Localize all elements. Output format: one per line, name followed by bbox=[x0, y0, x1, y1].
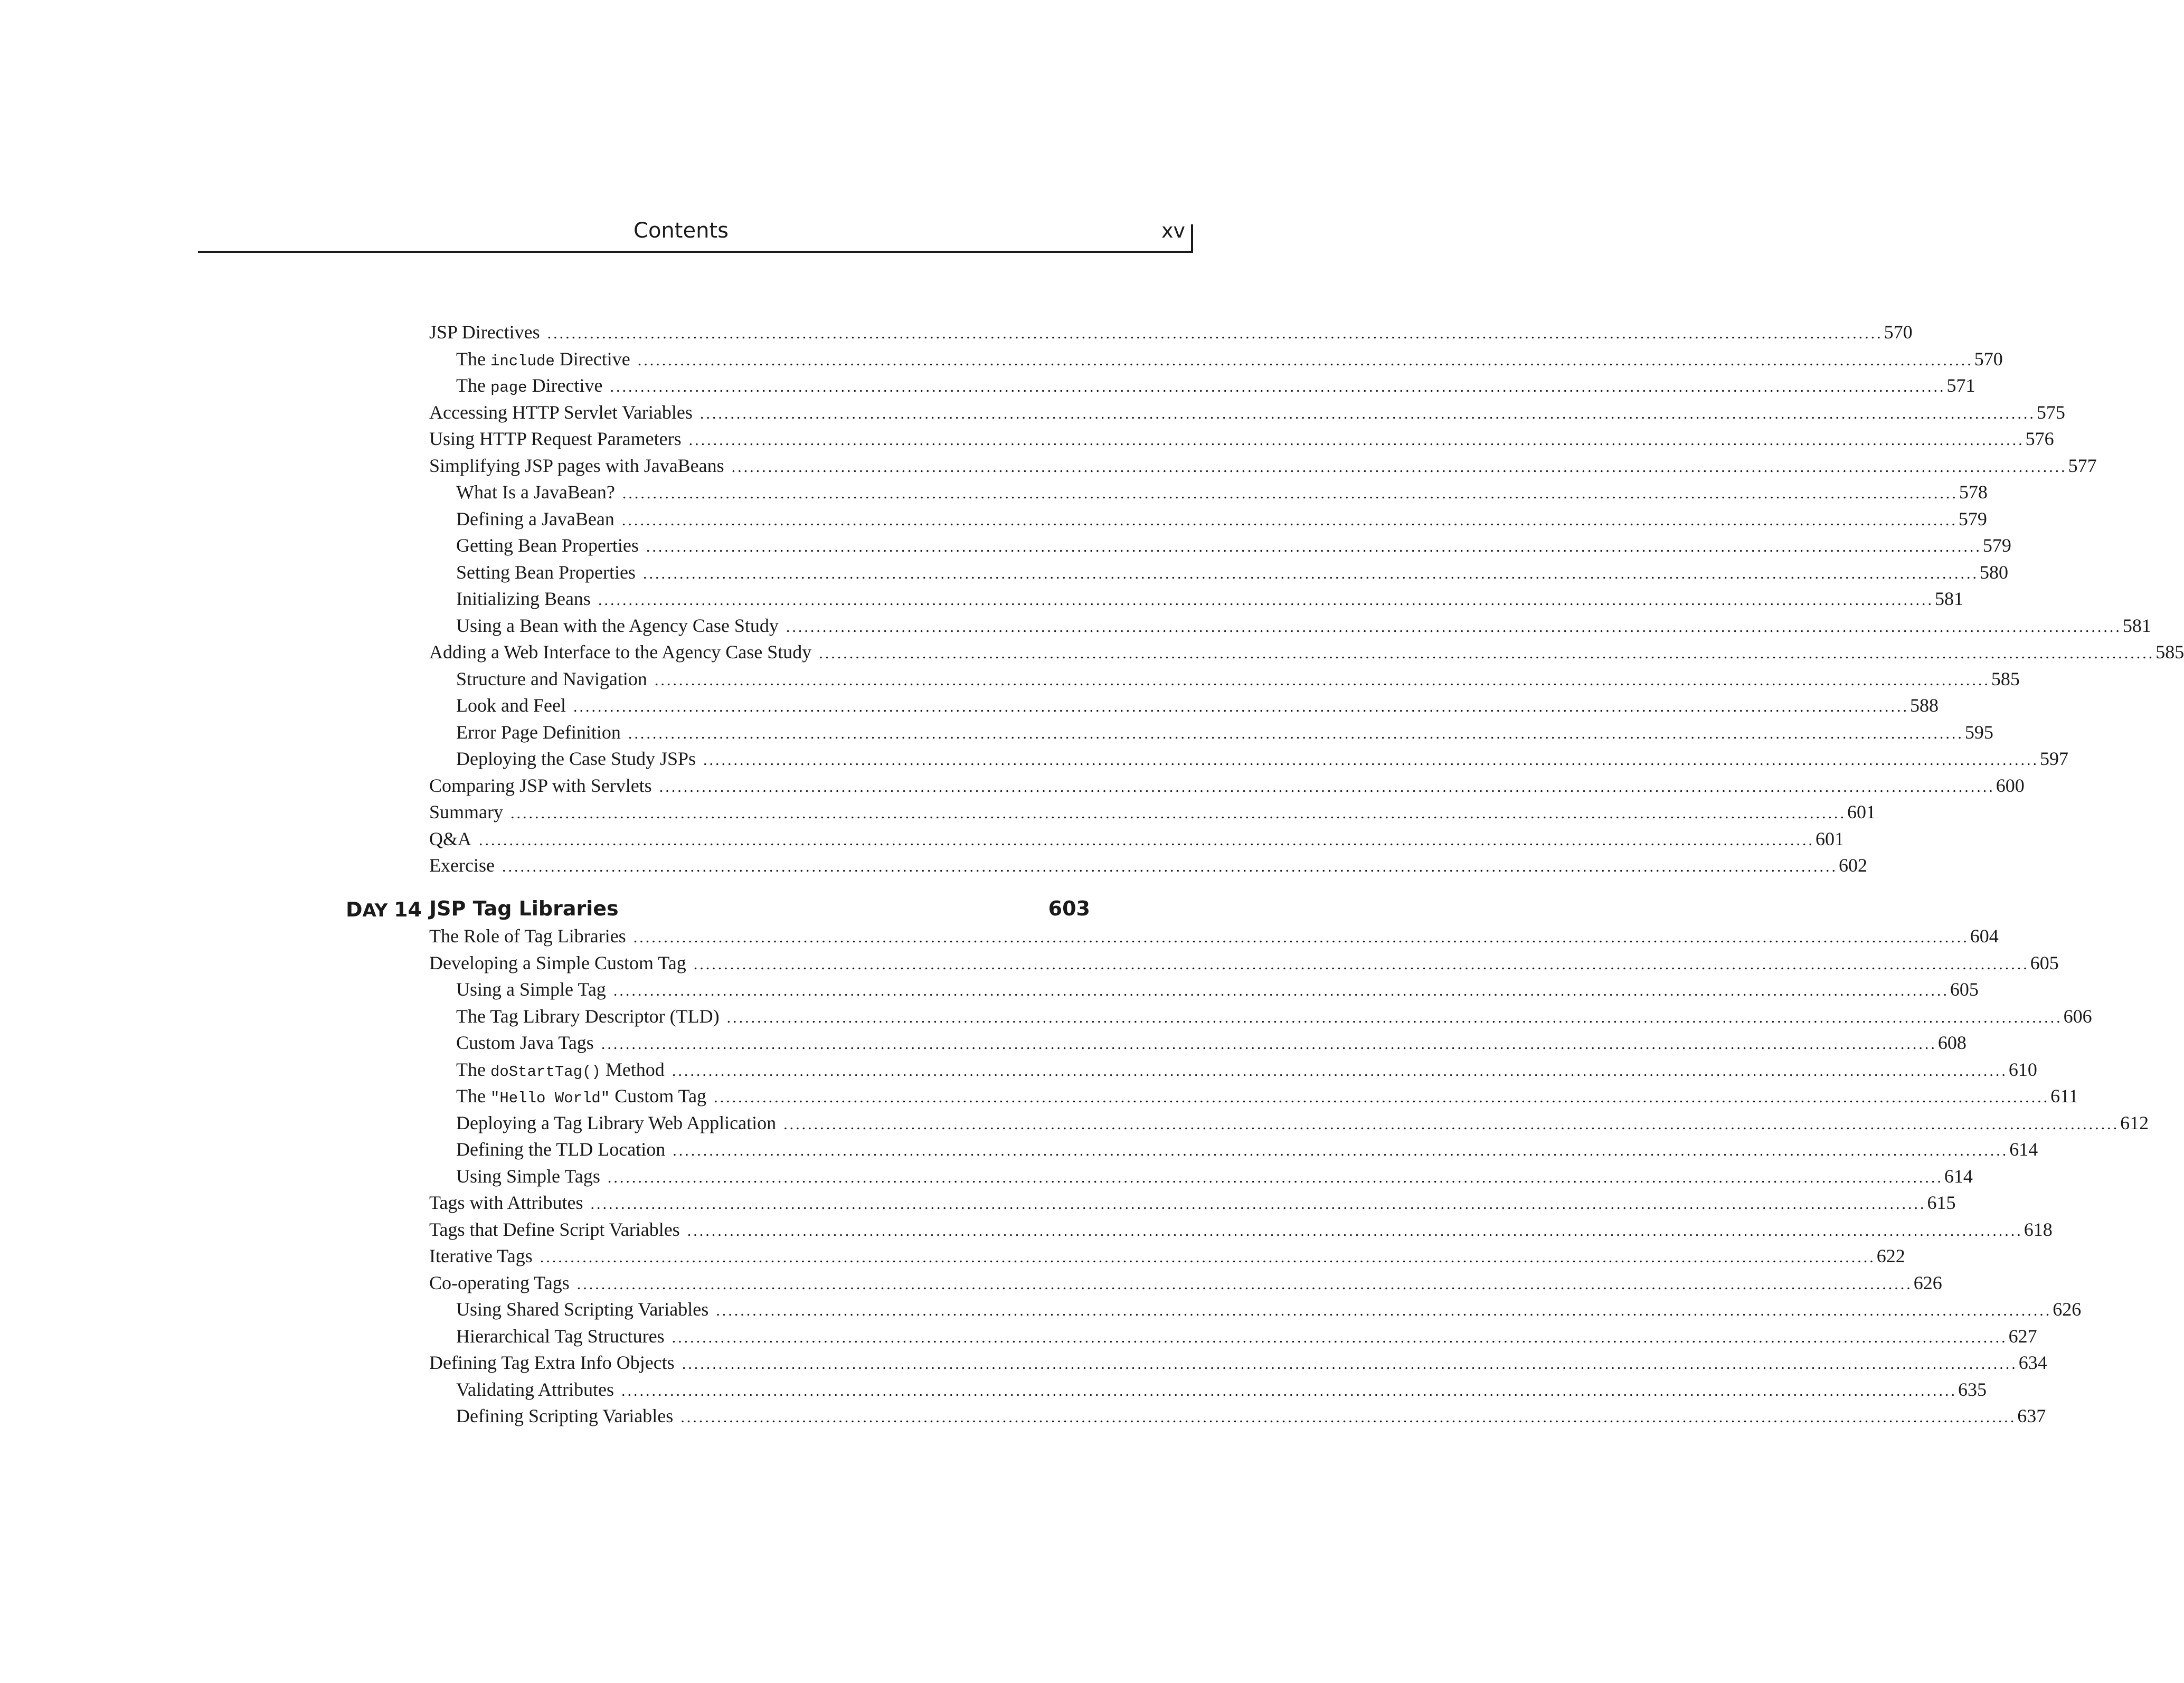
dot-leader: ............................................................................................................................................................................................................................ bbox=[693, 955, 2029, 973]
toc-entry-page: 627 bbox=[2008, 1325, 2037, 1347]
toc-entry bbox=[456, 614, 2151, 641]
toc-entry-title: Defining the TLD Location bbox=[456, 1139, 666, 1160]
toc-entry bbox=[456, 1058, 2037, 1085]
toc-entry-title: Validating Attributes bbox=[456, 1378, 614, 1400]
toc-entry-page: 635 bbox=[1958, 1378, 1987, 1400]
toc-entry-title: Using HTTP Request Parameters bbox=[429, 428, 682, 449]
toc-entry bbox=[456, 1165, 1973, 1192]
toc-entry-page: 615 bbox=[1927, 1192, 1956, 1213]
dot-leader: ............................................................................................................................................................................................................................ bbox=[682, 1355, 2018, 1373]
toc-entry-page: 577 bbox=[2068, 455, 2097, 476]
dot-leader: ............................................................................................................................................................................................................................ bbox=[637, 351, 1973, 369]
toc-entry bbox=[456, 721, 1993, 748]
toc-entry bbox=[456, 374, 1975, 401]
toc-entry-page: 581 bbox=[1934, 588, 1963, 609]
toc-entry bbox=[456, 1112, 2149, 1138]
code-term: include bbox=[490, 352, 555, 370]
toc-entry-page: 634 bbox=[2018, 1352, 2047, 1373]
toc-entry-title: Custom Java Tags bbox=[456, 1032, 594, 1053]
toc-entry bbox=[429, 1192, 1956, 1218]
toc-entry-page: 597 bbox=[2040, 748, 2069, 769]
toc-entry bbox=[429, 641, 2184, 667]
toc-entry bbox=[456, 1298, 2082, 1325]
dot-leader: ............................................................................................................................................................................................................................ bbox=[621, 1382, 1957, 1400]
dot-leader: ............................................................................................................................................................................................................................ bbox=[613, 982, 1949, 999]
dot-leader: ............................................................................................................................................................................................................................ bbox=[610, 378, 1946, 395]
toc-entry bbox=[456, 1085, 2078, 1111]
toc-entry-page: 595 bbox=[1964, 721, 1993, 743]
toc-entry bbox=[429, 428, 2054, 454]
toc-entry-page: 571 bbox=[1946, 375, 1975, 396]
dot-leader: ............................................................................................................................................................................................................................ bbox=[642, 564, 1979, 582]
toc-entry-title: Comparing JSP with Servlets bbox=[429, 774, 652, 796]
toc-entry-title: Initializing Beans bbox=[456, 588, 591, 609]
toc-entry bbox=[456, 534, 2011, 561]
chapter-heading-day14 bbox=[346, 895, 1090, 924]
toc-entry-title: The Role of Tag Libraries bbox=[429, 925, 626, 947]
toc-entry-title: Using a Simple Tag bbox=[456, 979, 606, 1000]
toc-entry-page: 576 bbox=[2025, 428, 2054, 449]
toc-entry-page: 570 bbox=[1884, 322, 1913, 343]
toc-entry-page: 637 bbox=[2017, 1405, 2046, 1426]
toc-entry bbox=[456, 1325, 2037, 1351]
dot-leader: ............................................................................................................................................................................................................................ bbox=[714, 1089, 2050, 1106]
toc-entry-title: The Tag Library Descriptor (TLD) bbox=[456, 1005, 720, 1027]
dot-leader: ............................................................................................................................................................................................................................ bbox=[731, 458, 2067, 476]
toc-entry-title: Getting Bean Properties bbox=[456, 535, 639, 556]
dot-leader: ............................................................................................................................................................................................................................ bbox=[502, 858, 1838, 875]
toc-entry-title: The "Hello World" Custom Tag bbox=[456, 1085, 707, 1107]
toc-entry-title: Deploying the Case Study JSPs bbox=[456, 748, 696, 769]
toc-entry bbox=[429, 1218, 2053, 1245]
toc-entry bbox=[456, 1405, 2046, 1431]
toc-entry bbox=[456, 508, 1987, 534]
toc-entry bbox=[429, 1351, 2047, 1378]
dot-leader: ............................................................................................................................................................................................................................ bbox=[716, 1302, 2052, 1319]
dot-leader: ............................................................................................................................................................................................................................ bbox=[646, 538, 1982, 555]
toc-entry bbox=[429, 854, 1867, 881]
toc-entry bbox=[429, 321, 1913, 347]
toc-entry-page: 614 bbox=[2009, 1139, 2038, 1160]
dot-leader: ............................................................................................................................................................................................................................ bbox=[598, 591, 1934, 609]
toc-entry-page: 622 bbox=[1876, 1245, 1905, 1266]
dot-leader: ............................................................................................................................................................................................................................ bbox=[479, 831, 1814, 849]
toc-entry bbox=[429, 455, 2097, 481]
toc-entry-title: What Is a JavaBean? bbox=[456, 481, 615, 503]
header-rule-tick bbox=[1191, 224, 1193, 253]
toc-entry-page: 614 bbox=[1944, 1165, 1973, 1187]
toc-entry bbox=[429, 801, 1876, 827]
toc-entry bbox=[456, 588, 1963, 614]
dot-leader: ............................................................................................................................................................................................................................ bbox=[590, 1195, 1926, 1213]
dot-leader: ............................................................................................................................................................................................................................ bbox=[622, 485, 1958, 502]
toc-entry-title: The page Directive bbox=[456, 375, 603, 396]
dot-leader: ............................................................................................................................................................................................................................ bbox=[673, 1142, 2009, 1159]
chapter-page: 603 bbox=[1048, 897, 1090, 920]
code-term: page bbox=[490, 379, 527, 396]
toc-entry bbox=[456, 978, 1979, 1005]
dot-leader: ............................................................................................................................................................................................................................ bbox=[659, 778, 1995, 796]
toc-entry-title: Look and Feel bbox=[456, 695, 566, 716]
toc-entry-page: 605 bbox=[1950, 979, 1979, 1000]
toc-entry bbox=[429, 952, 2059, 978]
toc-entry bbox=[456, 481, 1988, 507]
toc-entry bbox=[429, 774, 2025, 801]
dot-leader: ............................................................................................................................................................................................................................ bbox=[628, 724, 1964, 742]
toc-entry-title: Defining Scripting Variables bbox=[456, 1405, 674, 1426]
dot-leader: ............................................................................................................................................................................................................................ bbox=[540, 1249, 1876, 1266]
toc-entry-title: Using Shared Scripting Variables bbox=[456, 1299, 709, 1320]
toc-entry-page: 610 bbox=[2008, 1058, 2037, 1080]
toc-entry-page: 606 bbox=[2063, 1005, 2092, 1027]
chapter-day-label: DAY 14 bbox=[346, 898, 422, 921]
dot-leader: ............................................................................................................................................................................................................................ bbox=[607, 1168, 1943, 1186]
dot-leader: ............................................................................................................................................................................................................................ bbox=[687, 1222, 2023, 1240]
toc-entry-page: 618 bbox=[2024, 1218, 2053, 1240]
toc-entry-title: Q&A bbox=[429, 828, 471, 849]
dot-leader: ............................................................................................................................................................................................................................ bbox=[654, 671, 1990, 689]
toc-entry-page: 605 bbox=[2030, 952, 2059, 973]
toc-entry-title: Co-operating Tags bbox=[429, 1272, 570, 1293]
toc-entry-page: 588 bbox=[1909, 695, 1939, 716]
toc-entry-title: Using Simple Tags bbox=[456, 1165, 600, 1187]
dot-leader: ............................................................................................................................................................................................................................ bbox=[688, 431, 2025, 449]
code-term: doStartTag() bbox=[490, 1063, 601, 1081]
toc-entry-page: 601 bbox=[1816, 828, 1844, 849]
toc-entry bbox=[456, 668, 2020, 694]
dot-leader: ............................................................................................................................................................................................................................ bbox=[699, 404, 2036, 422]
toc-entry bbox=[456, 1378, 1987, 1405]
toc-entry bbox=[456, 1005, 2092, 1032]
dot-leader: ............................................................................................................................................................................................................................ bbox=[601, 1035, 1937, 1053]
dot-leader: ............................................................................................................................................................................................................................ bbox=[576, 1275, 1913, 1293]
toc-entry-title: Developing a Simple Custom Tag bbox=[429, 952, 686, 973]
toc-entry-page: 575 bbox=[2036, 401, 2065, 423]
toc-entry-page: 612 bbox=[2120, 1112, 2149, 1133]
dot-leader: ............................................................................................................................................................................................................................ bbox=[547, 325, 1883, 342]
dot-leader: ............................................................................................................................................................................................................................ bbox=[672, 1328, 2008, 1346]
header-rule bbox=[198, 251, 1193, 253]
toc-entry-page: 608 bbox=[1937, 1032, 1966, 1053]
toc-entry bbox=[429, 1245, 1905, 1271]
toc-entry-title: The include Directive bbox=[456, 348, 630, 370]
toc-entry-page: 604 bbox=[1970, 925, 1999, 947]
dot-leader: ............................................................................................................................................................................................................................ bbox=[573, 698, 1909, 715]
toc-entry-title: Exercise bbox=[429, 855, 495, 876]
toc-entry bbox=[429, 925, 1999, 951]
toc-entry-page: 611 bbox=[2050, 1085, 2078, 1107]
dot-leader: ............................................................................................................................................................................................................................ bbox=[672, 1062, 2008, 1080]
dot-leader: ............................................................................................................................................................................................................................ bbox=[510, 805, 1846, 822]
toc-entry bbox=[456, 1138, 2038, 1165]
dot-leader: ............................................................................................................................................................................................................................ bbox=[726, 1008, 2063, 1026]
running-header-title: Contents bbox=[634, 219, 729, 243]
toc-entry-page: 580 bbox=[1979, 561, 2008, 583]
toc-entry-title: The doStartTag() Method bbox=[456, 1058, 665, 1081]
toc-entry-page: 602 bbox=[1838, 855, 1867, 876]
toc-entry bbox=[429, 401, 2065, 428]
toc-entry-page: 585 bbox=[1991, 668, 2020, 689]
toc-entry-title: Simplifying JSP pages with JavaBeans bbox=[429, 455, 724, 476]
toc-entry-page: 581 bbox=[2122, 614, 2151, 636]
code-term: "Hello World" bbox=[490, 1090, 610, 1107]
chapter-title: JSP Tag Libraries bbox=[429, 897, 619, 920]
toc-entry-page: 626 bbox=[1913, 1272, 1942, 1293]
toc-entry bbox=[429, 1272, 1942, 1298]
toc-entry bbox=[456, 1032, 1966, 1058]
toc-entry-page: 626 bbox=[2053, 1299, 2082, 1320]
page-number: xv bbox=[1161, 219, 1185, 242]
dot-leader: ............................................................................................................................................................................................................................ bbox=[680, 1408, 2017, 1426]
toc-entry bbox=[456, 694, 1939, 721]
toc-entry-title: Hierarchical Tag Structures bbox=[456, 1325, 665, 1347]
toc-entry-page: 585 bbox=[2155, 641, 2184, 663]
dot-leader: ............................................................................................................................................................................................................................ bbox=[819, 645, 2155, 662]
toc-entry bbox=[456, 561, 2008, 588]
toc-entry bbox=[456, 348, 2003, 374]
toc-entry-page: 578 bbox=[1959, 481, 1988, 503]
dot-leader: ............................................................................................................................................................................................................................ bbox=[703, 751, 2039, 769]
toc-entry-title: Using a Bean with the Agency Case Study bbox=[456, 614, 779, 636]
toc-entry-title: Structure and Navigation bbox=[456, 668, 647, 689]
toc-entry-title: Defining Tag Extra Info Objects bbox=[429, 1352, 675, 1373]
toc-entry-title: Iterative Tags bbox=[429, 1245, 533, 1266]
toc-entry bbox=[429, 828, 1844, 854]
toc-entry-page: 601 bbox=[1847, 801, 1876, 822]
dot-leader: ............................................................................................................................................................................................................................ bbox=[633, 929, 1969, 946]
toc-entry-title: Setting Bean Properties bbox=[456, 561, 636, 583]
toc-entry bbox=[456, 748, 2069, 774]
toc-entry-title: Tags with Attributes bbox=[429, 1192, 583, 1213]
toc-entry-title: Summary bbox=[429, 801, 503, 822]
dot-leader: ............................................................................................................................................................................................................................ bbox=[621, 511, 1958, 529]
dot-leader: ............................................................................................................................................................................................................................ bbox=[783, 1115, 2120, 1133]
toc-entry-page: 579 bbox=[1982, 535, 2011, 556]
toc-entry-title: JSP Directives bbox=[429, 322, 540, 343]
toc-entry-page: 579 bbox=[1958, 508, 1987, 530]
toc-entry-title: Deploying a Tag Library Web Application bbox=[456, 1112, 777, 1133]
toc-entry-page: 570 bbox=[1974, 348, 2003, 370]
toc-entry-title: Defining a JavaBean bbox=[456, 508, 614, 530]
toc-entry-title: Error Page Definition bbox=[456, 721, 621, 743]
toc-entry-title: Adding a Web Interface to the Agency Case Study bbox=[429, 641, 812, 663]
toc-entry-title: Tags that Define Script Variables bbox=[429, 1218, 680, 1240]
toc-entry-page: 600 bbox=[1996, 774, 2025, 796]
toc-entry-title: Accessing HTTP Servlet Variables bbox=[429, 401, 693, 423]
dot-leader: ............................................................................................................................................................................................................................ bbox=[786, 618, 2122, 636]
